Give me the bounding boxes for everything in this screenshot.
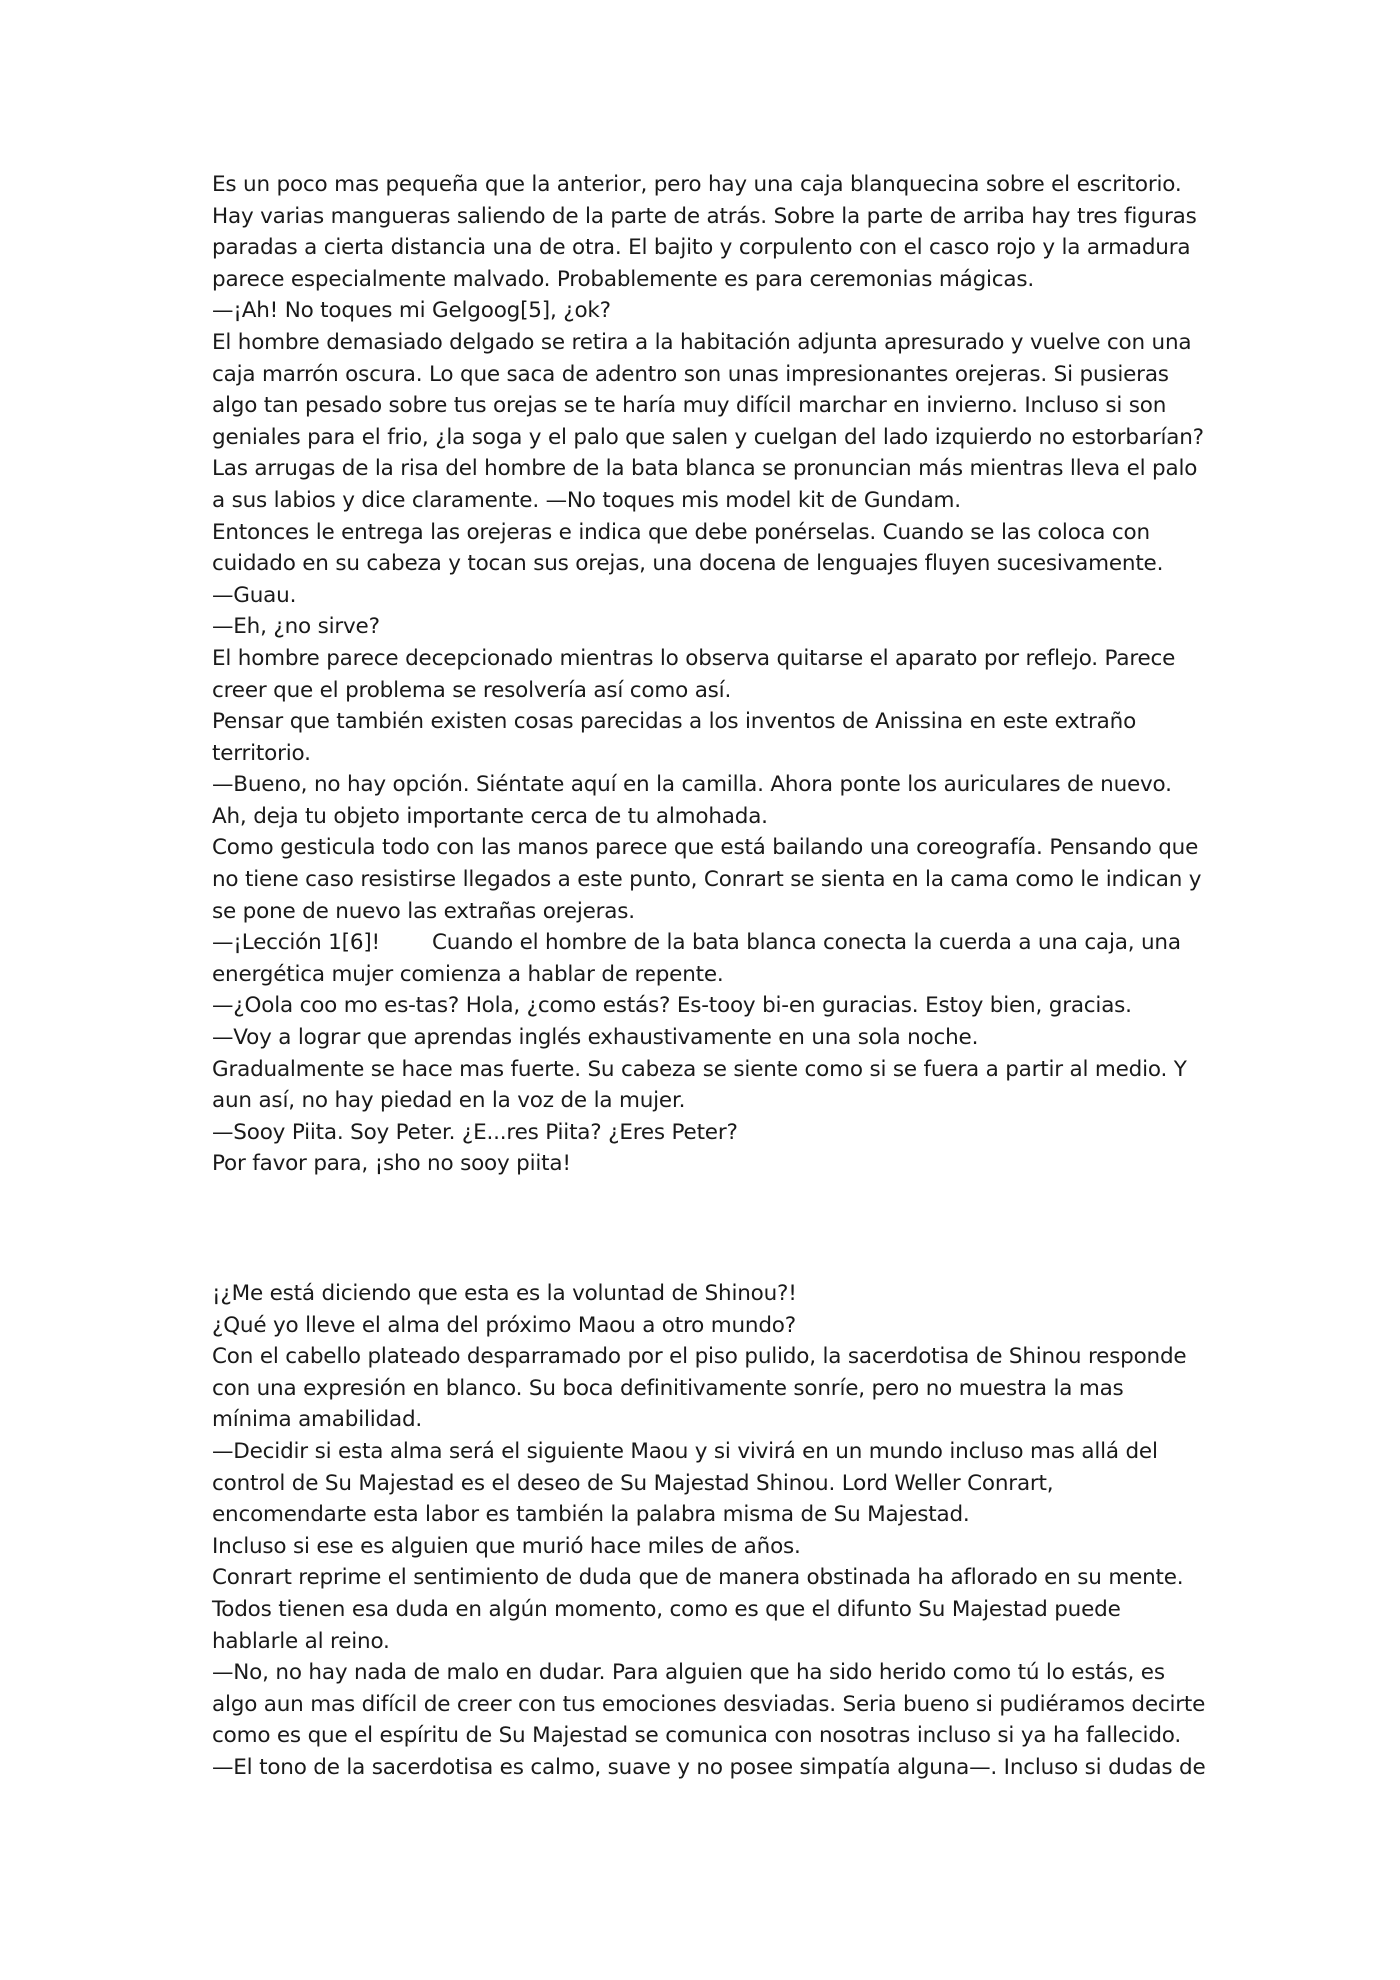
text-line: Entonces le entrega las orejeras e indica que debe ponérselas. Cuando se las coloca con bbox=[212, 519, 1150, 545]
text-line: Es un poco mas pequeña que la anterior, pero hay una caja blanquecina sobre el escritorio. bbox=[212, 172, 1182, 197]
text-line: —¿Oola coo mo es-tas? Hola, ¿como estás? Es-tooy bi-en guracias. Estoy bien, gracias. bbox=[212, 993, 1132, 1019]
lesson-text: Cuando el hombre de la bata blanca conecta la cuerda a una caja, una bbox=[431, 930, 1181, 956]
text-line: Pensar que también existen cosas parecidas a los inventos de Anissina en este extraño bbox=[212, 709, 1137, 735]
text-line: ¡¿Me está diciendo que esta es la voluntad de Shinou?! bbox=[212, 1281, 797, 1306]
text-line: se pone de nuevo las extrañas orejeras. bbox=[212, 898, 635, 924]
text-line: —Voy a lograr que aprendas inglés exhaustivamente en una sola noche. bbox=[212, 1025, 979, 1051]
text-line: Con el cabello plateado desparramado por el piso pulido, la sacerdotisa de Shinou responde bbox=[212, 1344, 1187, 1370]
text-line: creer que el problema se resolvería así como así. bbox=[212, 677, 732, 703]
text-section-one bbox=[212, 169, 1202, 1180]
text-line: Ah, deja tu objeto importante cerca de tu almohada. bbox=[212, 803, 768, 829]
text-line: control de Su Majestad es el deseo de Su Majestad Shinou. Lord Weller Conrart, bbox=[212, 1470, 1054, 1496]
text-line: cuidado en su cabeza y tocan sus orejas, una docena de lenguajes fluyen sucesivamente. bbox=[212, 551, 1164, 577]
text-line: energética mujer comienza a hablar de repente. bbox=[212, 961, 724, 987]
text-line: —Guau. bbox=[212, 582, 297, 608]
text-line: no tiene caso resistirse llegados a este punto, Conrart se sienta en la cama como le indican y bbox=[212, 867, 1202, 893]
text-line: encomendarte esta labor es también la palabra misma de Su Majestad. bbox=[212, 1502, 970, 1528]
text-line: geniales para el frio, ¿la soga y el palo que salen y cuelgan del lado izquierdo no estorbarían? bbox=[212, 424, 1204, 450]
text-line: Por favor para, ¡sho no sooy piita! bbox=[212, 1151, 571, 1177]
text-line: Todos tienen esa duda en algún momento, como es que el difunto Su Majestad puede bbox=[212, 1596, 1121, 1622]
text-section-two bbox=[212, 1278, 1206, 1784]
text-line: El hombre parece decepcionado mientras lo observa quitarse el aparato por reflejo. Parece bbox=[212, 645, 1176, 671]
text-line: El hombre demasiado delgado se retira a la habitación adjunta apresurado y vuelve con una bbox=[212, 329, 1192, 355]
text-line: Las arrugas de la risa del hombre de la bata blanca se pronuncian más mientras lleva el palo bbox=[212, 456, 1198, 482]
text-line: Conrart reprime el sentimiento de duda que de manera obstinada ha aflorado en su mente. bbox=[212, 1565, 1184, 1591]
lesson-line bbox=[212, 927, 1202, 959]
text-line: —¡Ah! No toques mi Gelgoog[5], ¿ok? bbox=[212, 298, 611, 324]
text-line: —Eh, ¿no sirve? bbox=[212, 614, 380, 640]
text-line: —Decidir si esta alma será el siguiente Maou y si vivirá en un mundo incluso mas allá del bbox=[212, 1438, 1158, 1464]
text-line: caja marrón oscura. Lo que saca de adentro son unas impresionantes orejeras. Si pusieras bbox=[212, 361, 1169, 387]
text-line: parece especialmente malvado. Probablemente es para ceremonias mágicas. bbox=[212, 266, 1035, 292]
text-line: Hay varias mangueras saliendo de la parte de atrás. Sobre la parte de arriba hay tres figuras bbox=[212, 203, 1197, 229]
text-line: aun así, no hay piedad en la voz de la mujer. bbox=[212, 1088, 686, 1114]
text-line: algo tan pesado sobre tus orejas se te haría muy difícil marchar en invierno. Incluso si son bbox=[212, 393, 1167, 419]
text-line: hablarle al reino. bbox=[212, 1628, 390, 1654]
text-line: —Bueno, no hay opción. Siéntate aquí en la camilla. Ahora ponte los auriculares de nuevo. bbox=[212, 772, 1172, 798]
text-line: paradas a cierta distancia una de otra. El bajito y corpulento con el casco rojo y la armadura bbox=[212, 235, 1191, 261]
text-line: ¿Qué yo lleve el alma del próximo Maou a otro mundo? bbox=[212, 1312, 796, 1338]
text-line: a sus labios y dice claramente. —No toques mis model kit de Gundam. bbox=[212, 487, 961, 513]
text-line: algo aun mas difícil de creer con tus emociones desviadas. Seria bueno si pudiéramos decirte bbox=[212, 1691, 1206, 1717]
text-line: —Sooy Piita. Soy Peter. ¿E...res Piita? ¿Eres Peter? bbox=[212, 1119, 738, 1145]
text-line: —No, no hay nada de malo en dudar. Para alguien que ha sido herido como tú lo estás, es bbox=[212, 1660, 1165, 1686]
text-line: —El tono de la sacerdotisa es calmo, suave y no posee simpatía alguna—. Incluso si dudas de bbox=[212, 1754, 1206, 1780]
text-line: Como gesticula todo con las manos parece que está bailando una coreografía. Pensando que bbox=[212, 835, 1199, 861]
text-line: mínima amabilidad. bbox=[212, 1407, 423, 1433]
text-line: como es que el espíritu de Su Majestad se comunica con nosotras incluso si ya ha fallecido. bbox=[212, 1723, 1181, 1749]
text-line: territorio. bbox=[212, 740, 311, 766]
lesson-heading: —¡Lección 1[6]! bbox=[212, 930, 380, 956]
text-line: Gradualmente se hace mas fuerte. Su cabeza se siente como si se fuera a partir al medio. Y bbox=[212, 1056, 1187, 1082]
text-line: Incluso si ese es alguien que murió hace miles de años. bbox=[212, 1533, 801, 1559]
text-line: con una expresión en blanco. Su boca definitivamente sonríe, pero no muestra la mas bbox=[212, 1375, 1124, 1401]
